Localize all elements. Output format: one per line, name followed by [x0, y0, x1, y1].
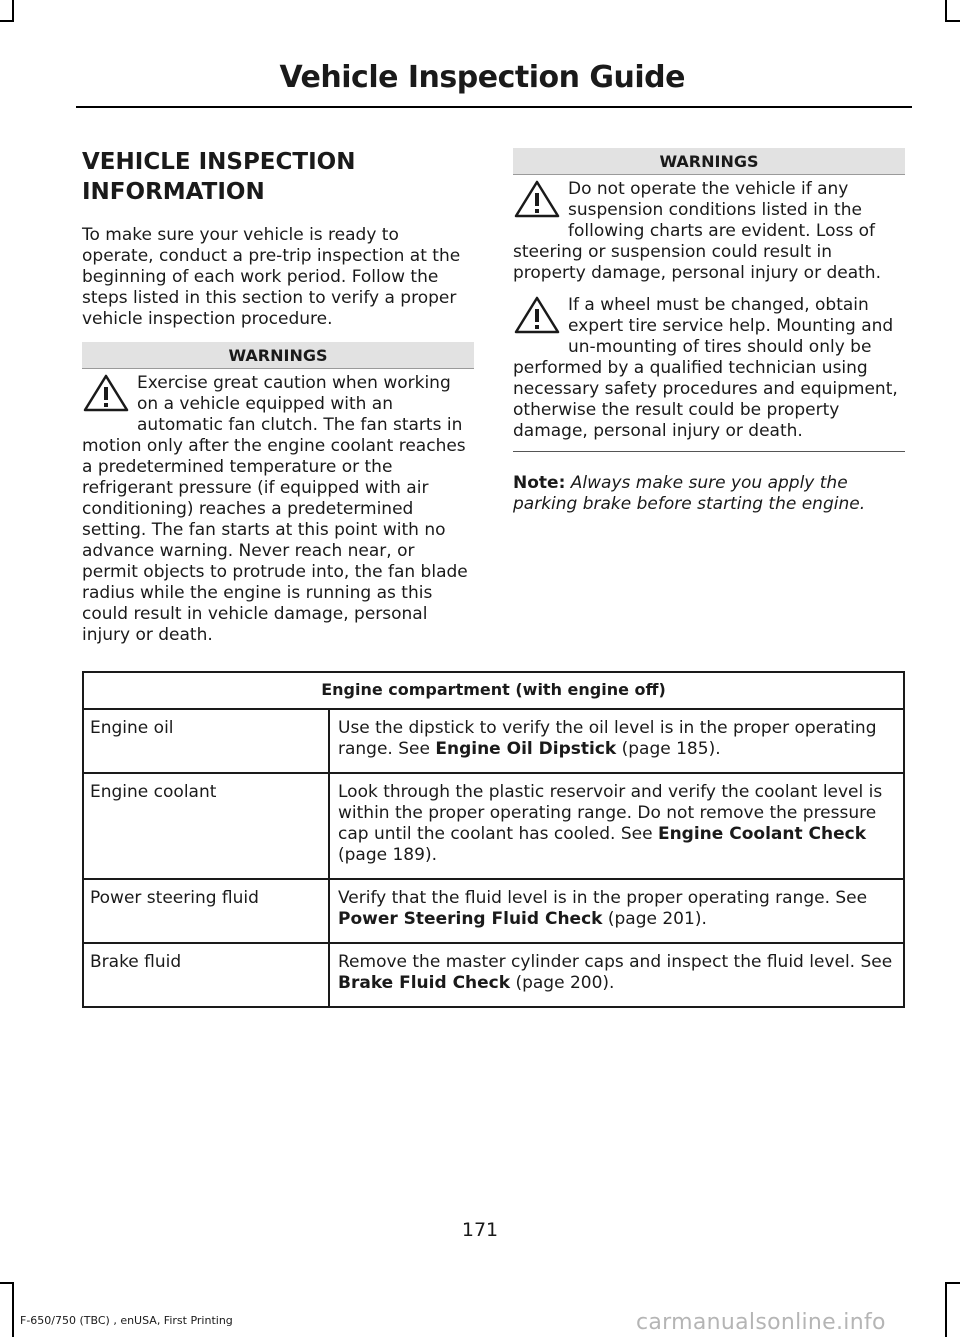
table-cell-action [329, 943, 904, 1007]
table-cell-item: Brake fluid [83, 943, 329, 1007]
table-row [83, 709, 904, 773]
action-text: Use the dipstick to verify the oil level is in the proper operating range. See [338, 718, 877, 759]
note [513, 473, 905, 515]
crop-mark [0, 20, 14, 22]
table-cell-action [329, 773, 904, 879]
warning-text [513, 179, 905, 284]
action-text: Look through the plastic reservoir and verify the coolant level is within the proper operating range. Do not remove the pressure cap until the coolant has cooled. See [338, 782, 883, 844]
header-divider [76, 106, 912, 108]
crop-mark [945, 20, 960, 22]
crop-mark [945, 1282, 947, 1337]
table-cell-action [329, 879, 904, 943]
page-reference-number: (page 200). [510, 973, 615, 993]
warning-right-text-2: If a wheel must be changed, obtain expert tire service help. Mounting and un-mounting of tires should only be performed by a qualified technician using necessary safety procedures and equipment, otherwise the result could be property damage, personal injury or death. [513, 295, 898, 441]
page-reference-link[interactable]: Power Steering Fluid Check [338, 909, 603, 929]
warning-triangle-icon [82, 373, 130, 413]
table-cell-item: Engine oil [83, 709, 329, 773]
edition-footer: F-650/750 (TBC) , enUSA, First Printing [20, 1314, 233, 1327]
watermark: carmanualsonline.info [636, 1310, 886, 1335]
note-text: Always make sure you apply the parking brake before starting the engine. [513, 473, 866, 514]
warning-triangle-icon [513, 179, 561, 219]
table-cell-action [329, 709, 904, 773]
table-cell-item: Engine coolant [83, 773, 329, 879]
crop-mark [945, 0, 947, 20]
warnings-end-divider [513, 451, 905, 452]
warnings-heading: WARNINGS [82, 342, 474, 369]
page-reference-link[interactable]: Engine Oil Dipstick [435, 739, 617, 759]
page-reference-number: (page 201). [602, 909, 707, 929]
table-title: Engine compartment (with engine off) [83, 672, 904, 709]
page-reference-number: (page 185). [616, 739, 721, 759]
crop-mark [945, 1282, 960, 1284]
warning-text [513, 295, 905, 442]
page-reference-number: (page 189). [338, 845, 437, 865]
page-reference-link[interactable]: Engine Coolant Check [657, 824, 867, 844]
crop-mark [12, 1282, 14, 1337]
inspection-table [82, 671, 905, 1008]
section-title: VEHICLE INSPECTION INFORMATION [82, 149, 356, 205]
warning-text [82, 373, 474, 646]
action-text: Remove the master cylinder caps and inspect the fluid level. See [338, 952, 893, 972]
crop-mark [12, 0, 14, 20]
note-label: Note: [513, 473, 566, 493]
warnings-heading: WARNINGS [513, 148, 905, 175]
intro-paragraph: To make sure your vehicle is ready to operate, conduct a pre-trip inspection at the beginning of each work period. Follow the steps listed in this section to verify a proper vehicle inspection procedure. [82, 225, 461, 329]
warning-right-text-1: Do not operate the vehicle if any suspension conditions listed in the following charts are evident. Loss of steering or suspension could result in property damage, personal injury or death. [513, 179, 881, 283]
page-reference-link[interactable]: Brake Fluid Check [338, 973, 511, 993]
action-text: Verify that the fluid level is in the proper operating range. See [338, 888, 868, 908]
table-row [83, 943, 904, 1007]
warning-left-text: Exercise great caution when working on a vehicle equipped with an automatic fan clutch. The fan starts in motion only after the engine coolant reaches a predetermined temperature or the refrigerant pressure (if equipped with air conditioning) reaches a predetermined setting. The fan starts at this point with no advance warning. Never reach near, or permit objects to protrude into, the fan blade radius while the engine is running as this could result in vehicle damage, personal injury or death. [82, 373, 468, 645]
page-number: 171 [461, 1219, 499, 1241]
table-cell-item: Power steering fluid [83, 879, 329, 943]
table-row [83, 773, 904, 879]
warning-triangle-icon [513, 295, 561, 335]
page-header-title: Vehicle Inspection Guide [279, 60, 685, 95]
table-row [83, 879, 904, 943]
